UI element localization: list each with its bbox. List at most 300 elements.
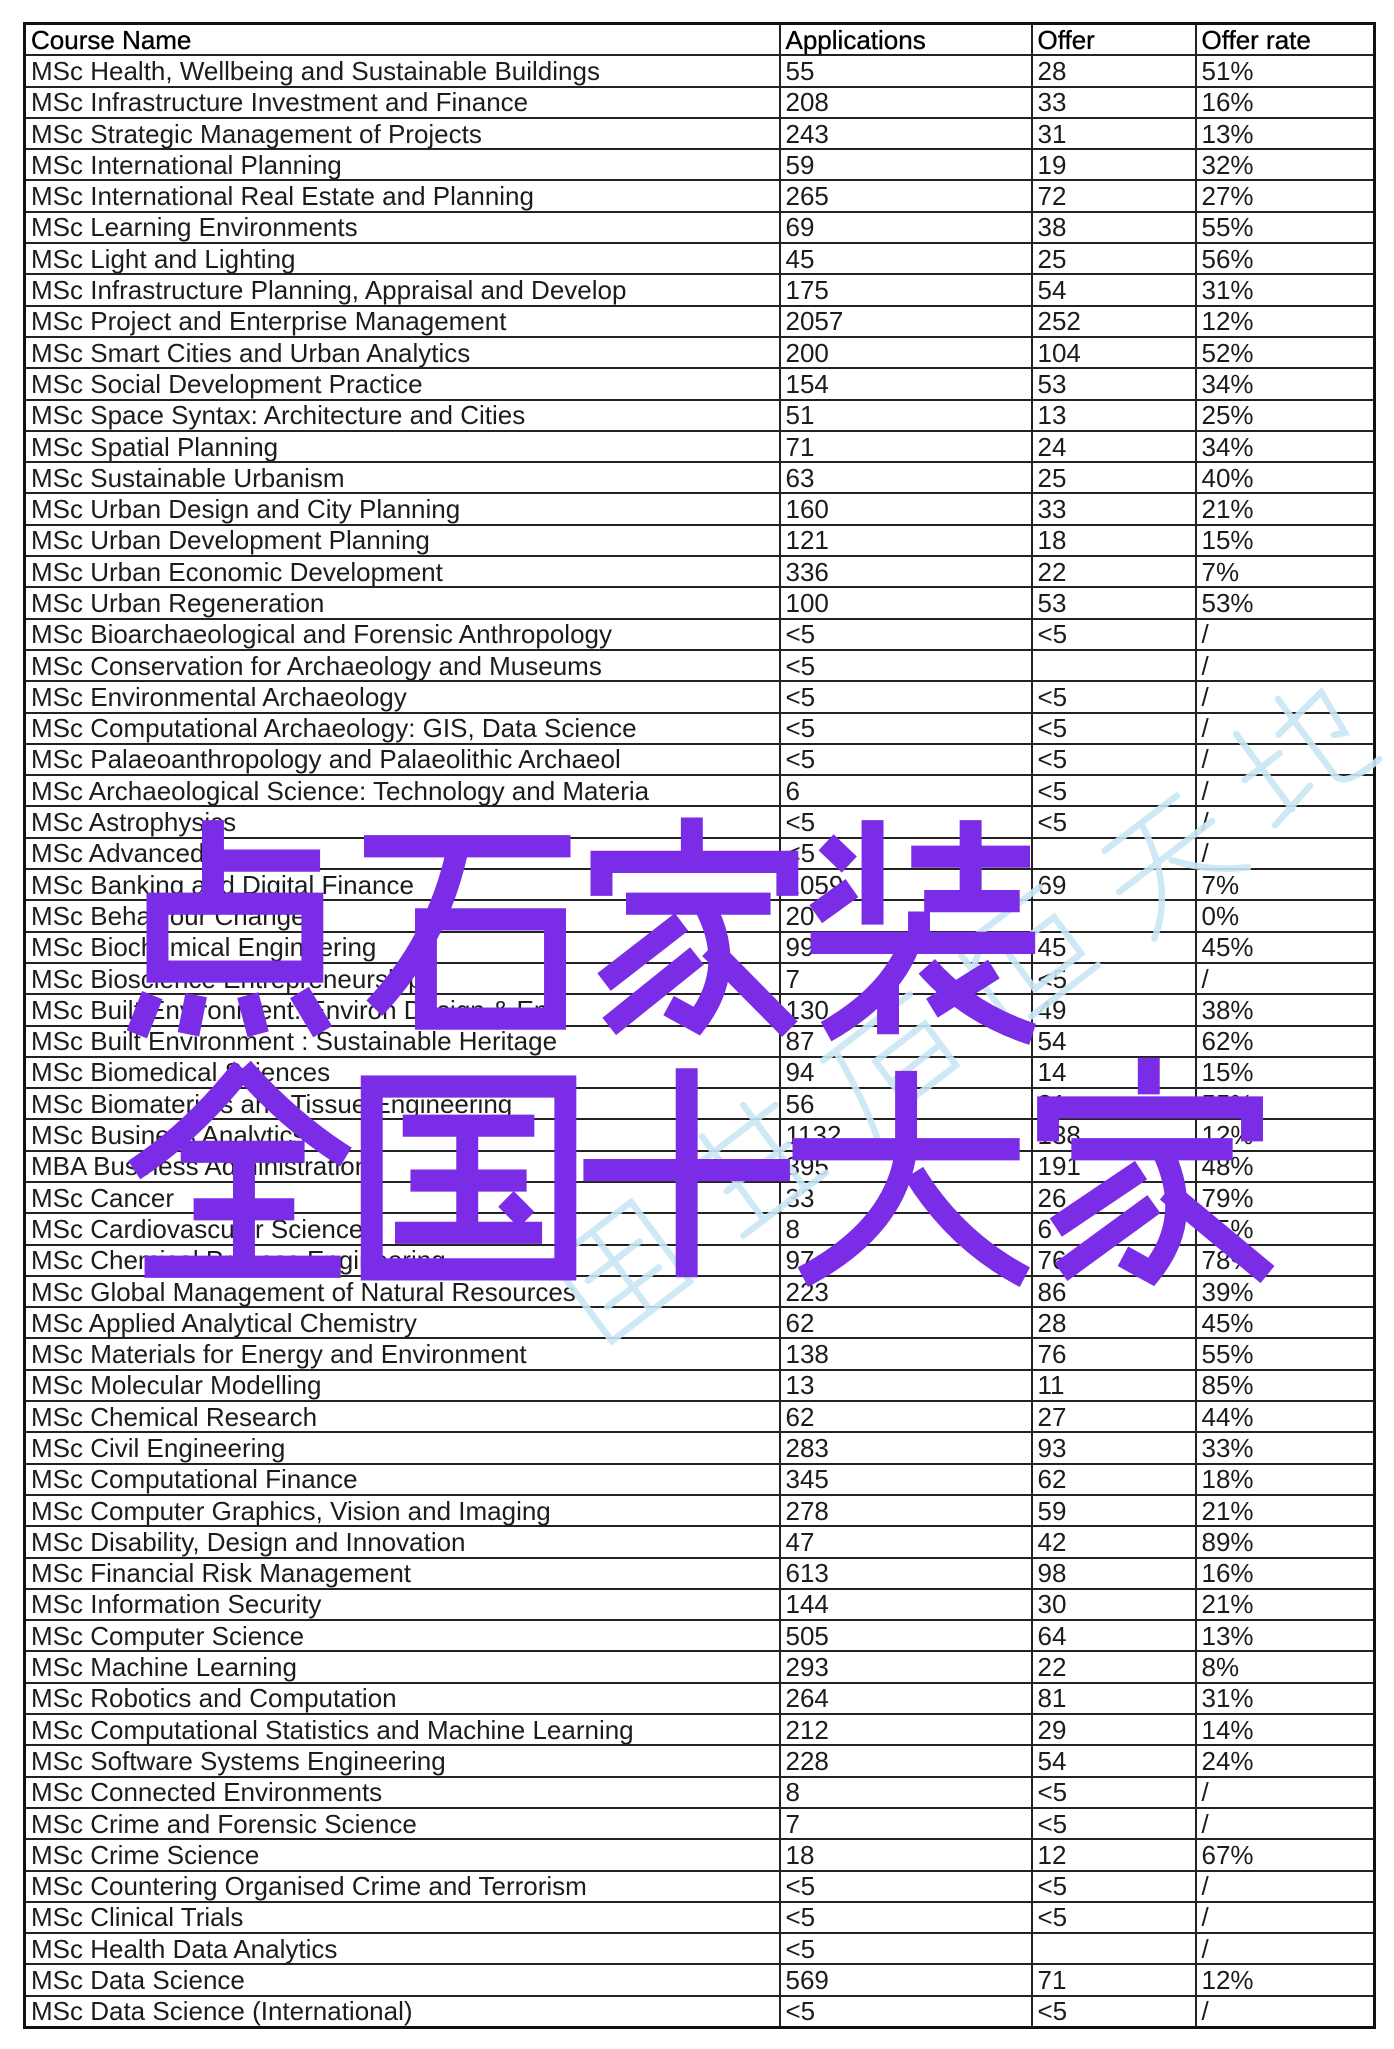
offer-rate-cell: / — [1196, 775, 1375, 806]
course-name-cell: MSc Chemical Research — [25, 1401, 780, 1432]
applications-cell: 395 — [780, 1151, 1032, 1182]
course-name-cell: MSc Crime and Forensic Science — [25, 1808, 780, 1839]
offer-cell: 22 — [1032, 1651, 1196, 1682]
applications-cell: 87 — [780, 1026, 1032, 1057]
table-row — [25, 1620, 1375, 1651]
offer-cell: 76 — [1032, 1245, 1196, 1276]
applications-cell: <5 — [780, 1933, 1032, 1964]
offer-cell: 62 — [1032, 1464, 1196, 1495]
course-name-cell: MSc International Real Estate and Planning — [25, 180, 780, 211]
table-header — [25, 24, 1375, 56]
course-name-cell: MSc Project and Enterprise Management — [25, 306, 780, 337]
offer-cell: 98 — [1032, 1558, 1196, 1589]
offer-cell: 12 — [1032, 1839, 1196, 1870]
course-name-cell: MSc Advanced — [25, 838, 780, 869]
offer-cell: 45 — [1032, 932, 1196, 963]
offer-cell — [1032, 650, 1196, 681]
offer-cell: 31 — [1032, 118, 1196, 149]
offer-cell: <5 — [1032, 744, 1196, 775]
header-course-name: Course Name — [25, 24, 780, 56]
table-row — [25, 368, 1375, 399]
course-name-cell: MSc Health, Wellbeing and Sustainable Buildings — [25, 55, 780, 86]
table-row — [25, 1276, 1375, 1307]
applications-cell: 175 — [780, 274, 1032, 305]
offer-cell: 14 — [1032, 1057, 1196, 1088]
offer-rate-cell: / — [1196, 1808, 1375, 1839]
applications-cell: 56 — [780, 1088, 1032, 1119]
offer-cell: 138 — [1032, 1119, 1196, 1150]
offer-rate-cell: 34% — [1196, 368, 1375, 399]
table-row — [25, 1401, 1375, 1432]
table-row — [25, 1714, 1375, 1745]
course-name-cell: MSc Sustainable Urbanism — [25, 462, 780, 493]
applications-cell: 6 — [780, 775, 1032, 806]
table-row — [25, 744, 1375, 775]
table-row — [25, 337, 1375, 368]
course-name-cell: MSc Infrastructure Investment and Finance — [25, 87, 780, 118]
course-name-cell: MSc Financial Risk Management — [25, 1558, 780, 1589]
course-name-cell: MSc Robotics and Computation — [25, 1683, 780, 1714]
offer-rate-cell: 12% — [1196, 1119, 1375, 1150]
applications-cell: 13 — [780, 1370, 1032, 1401]
offer-cell: 59 — [1032, 1495, 1196, 1526]
offer-cell: 13 — [1032, 400, 1196, 431]
course-name-cell: MSc Health Data Analytics — [25, 1933, 780, 1964]
table-row — [25, 587, 1375, 618]
offer-rate-cell: 40% — [1196, 462, 1375, 493]
table-row — [25, 1902, 1375, 1933]
offer-rate-cell: 13% — [1196, 118, 1375, 149]
course-name-cell: MSc Civil Engineering — [25, 1432, 780, 1463]
offer-cell: <5 — [1032, 619, 1196, 650]
offer-rate-cell: 51% — [1196, 55, 1375, 86]
applications-cell: 212 — [780, 1714, 1032, 1745]
offer-cell: 71 — [1032, 1964, 1196, 1995]
offer-rate-cell: 55% — [1196, 212, 1375, 243]
offer-rate-cell: 12% — [1196, 1964, 1375, 1995]
header-offer-rate: Offer rate — [1196, 24, 1375, 56]
offer-rate-cell: 31% — [1196, 1683, 1375, 1714]
applications-cell: <5 — [780, 1902, 1032, 1933]
table-row — [25, 556, 1375, 587]
offer-rate-cell: 16% — [1196, 1558, 1375, 1589]
offer-cell: 26 — [1032, 1182, 1196, 1213]
offer-cell: 69 — [1032, 869, 1196, 900]
applications-cell: 51 — [780, 400, 1032, 431]
applications-cell: 223 — [780, 1276, 1032, 1307]
table-row — [25, 932, 1375, 963]
course-name-cell: MSc Biochemical Engineering — [25, 932, 780, 963]
offer-rate-cell: / — [1196, 1777, 1375, 1808]
table-row — [25, 274, 1375, 305]
offer-rate-cell: 14% — [1196, 1714, 1375, 1745]
offer-rate-cell: 18% — [1196, 1464, 1375, 1495]
offer-cell: <5 — [1032, 1808, 1196, 1839]
offer-rate-cell: 62% — [1196, 1026, 1375, 1057]
applications-cell: 265 — [780, 180, 1032, 211]
table-row — [25, 87, 1375, 118]
applications-cell: <5 — [780, 1996, 1032, 2028]
table-row — [25, 1182, 1375, 1213]
offer-rate-cell: 31% — [1196, 274, 1375, 305]
applications-cell: 8 — [780, 1213, 1032, 1244]
offer-rate-cell: 12% — [1196, 306, 1375, 337]
offer-cell: <5 — [1032, 775, 1196, 806]
table-row — [25, 1151, 1375, 1182]
table-row — [25, 1026, 1375, 1057]
applications-cell: <5 — [780, 806, 1032, 837]
table-row — [25, 1996, 1375, 2028]
table-row — [25, 180, 1375, 211]
course-name-cell: MSc Urban Design and City Planning — [25, 493, 780, 524]
table-row — [25, 1526, 1375, 1557]
offer-rate-cell: 0% — [1196, 900, 1375, 931]
course-name-cell: MSc Molecular Modelling — [25, 1370, 780, 1401]
course-name-cell: MSc Environmental Archaeology — [25, 681, 780, 712]
course-name-cell: MSc Computational Finance — [25, 1464, 780, 1495]
course-name-cell: MSc Learning Environments — [25, 212, 780, 243]
offer-cell: 25 — [1032, 243, 1196, 274]
offer-rate-cell: 38% — [1196, 994, 1375, 1025]
applications-cell: 2057 — [780, 306, 1032, 337]
offer-cell: 252 — [1032, 306, 1196, 337]
offer-rate-cell: / — [1196, 1902, 1375, 1933]
course-name-cell: MSc Global Management of Natural Resources — [25, 1276, 780, 1307]
applications-cell: <5 — [780, 619, 1032, 650]
offer-cell — [1032, 1933, 1196, 1964]
course-name-cell: MSc Bioarchaeological and Forensic Anthropology — [25, 619, 780, 650]
applications-cell: 121 — [780, 525, 1032, 556]
applications-cell: 130 — [780, 994, 1032, 1025]
offer-cell: 54 — [1032, 1026, 1196, 1057]
course-name-cell: MSc Spatial Planning — [25, 431, 780, 462]
applications-cell: 208 — [780, 87, 1032, 118]
applications-cell: 100 — [780, 587, 1032, 618]
applications-cell: 20 — [780, 900, 1032, 931]
applications-cell: 69 — [780, 212, 1032, 243]
table-row — [25, 149, 1375, 180]
table-row — [25, 431, 1375, 462]
applications-cell: 99 — [780, 932, 1032, 963]
offer-rate-cell: / — [1196, 713, 1375, 744]
table-row — [25, 900, 1375, 931]
offer-cell: 49 — [1032, 994, 1196, 1025]
table-row — [25, 1088, 1375, 1119]
applications-cell: 336 — [780, 556, 1032, 587]
applications-cell: <5 — [780, 1871, 1032, 1902]
offer-rate-cell: / — [1196, 681, 1375, 712]
offer-rate-cell: 33% — [1196, 1432, 1375, 1463]
offer-rate-cell: 15% — [1196, 1057, 1375, 1088]
course-name-cell: MSc Clinical Trials — [25, 1902, 780, 1933]
table-row — [25, 212, 1375, 243]
offer-rate-cell: 27% — [1196, 180, 1375, 211]
offer-rate-cell: 45% — [1196, 932, 1375, 963]
applications-cell: 1132 — [780, 1119, 1032, 1150]
applications-cell: 63 — [780, 462, 1032, 493]
applications-cell: 59 — [780, 149, 1032, 180]
applications-cell: <5 — [780, 838, 1032, 869]
table-row — [25, 1683, 1375, 1714]
course-name-cell: MSc Materials for Energy and Environment — [25, 1338, 780, 1369]
table-row — [25, 1651, 1375, 1682]
course-name-cell: MSc Computer Science — [25, 1620, 780, 1651]
offer-rate-cell: 21% — [1196, 493, 1375, 524]
applications-cell: <5 — [780, 681, 1032, 712]
offer-cell: 54 — [1032, 274, 1196, 305]
course-name-cell: MSc Urban Development Planning — [25, 525, 780, 556]
offer-rate-cell: / — [1196, 1871, 1375, 1902]
offer-cell: 104 — [1032, 337, 1196, 368]
course-name-cell: MSc Disability, Design and Innovation — [25, 1526, 780, 1557]
table-row — [25, 1871, 1375, 1902]
applications-cell: 138 — [780, 1338, 1032, 1369]
applications-cell: 47 — [780, 1526, 1032, 1557]
course-name-cell: MSc Light and Lighting — [25, 243, 780, 274]
offer-rate-cell: 32% — [1196, 149, 1375, 180]
offer-rate-cell: 67% — [1196, 1839, 1375, 1870]
course-name-cell: MSc Built Environment : Sustainable Heritage — [25, 1026, 780, 1057]
offer-cell: 11 — [1032, 1370, 1196, 1401]
table-row — [25, 619, 1375, 650]
offer-cell: <5 — [1032, 713, 1196, 744]
table-row — [25, 869, 1375, 900]
applications-cell: 33 — [780, 1182, 1032, 1213]
offer-rate-cell: / — [1196, 744, 1375, 775]
course-name-cell: MSc Biomedical Sciences — [25, 1057, 780, 1088]
offer-rate-cell: 13% — [1196, 1620, 1375, 1651]
offer-rate-cell: / — [1196, 1996, 1375, 2028]
course-name-cell: MSc Behaviour Change — [25, 900, 780, 931]
offer-cell: 64 — [1032, 1620, 1196, 1651]
course-name-cell: MSc Biomaterials and Tissue Engineering — [25, 1088, 780, 1119]
offer-cell: 72 — [1032, 180, 1196, 211]
offer-cell: 86 — [1032, 1276, 1196, 1307]
offer-rate-cell: 85% — [1196, 1370, 1375, 1401]
offer-cell: 22 — [1032, 556, 1196, 587]
table-row — [25, 1964, 1375, 1995]
course-name-cell: MSc Strategic Management of Projects — [25, 118, 780, 149]
course-name-cell: MSc Cardiovascular Science — [25, 1213, 780, 1244]
offer-cell: 28 — [1032, 1307, 1196, 1338]
table-row — [25, 1119, 1375, 1150]
applications-cell: 97 — [780, 1245, 1032, 1276]
offer-cell: 38 — [1032, 212, 1196, 243]
course-name-cell: MSc Urban Economic Development — [25, 556, 780, 587]
applications-cell: 18 — [780, 1839, 1032, 1870]
offer-cell: 53 — [1032, 368, 1196, 399]
applications-cell: 144 — [780, 1589, 1032, 1620]
table-row — [25, 1432, 1375, 1463]
table-row — [25, 55, 1375, 86]
course-name-cell: MSc Cancer — [25, 1182, 780, 1213]
offer-cell: <5 — [1032, 1777, 1196, 1808]
applications-cell: 55 — [780, 55, 1032, 86]
table-row — [25, 1370, 1375, 1401]
course-name-cell: MSc Bioscience Entrepreneurship — [25, 963, 780, 994]
applications-cell: 94 — [780, 1057, 1032, 1088]
offer-rate-cell: 89% — [1196, 1526, 1375, 1557]
table-row — [25, 525, 1375, 556]
offer-rate-cell: 7% — [1196, 869, 1375, 900]
course-name-cell: MSc Urban Regeneration — [25, 587, 780, 618]
offer-cell: 30 — [1032, 1589, 1196, 1620]
applications-cell: 264 — [780, 1683, 1032, 1714]
offer-rate-cell: 55% — [1196, 1338, 1375, 1369]
table-row — [25, 1589, 1375, 1620]
applications-cell: <5 — [780, 744, 1032, 775]
table-row — [25, 1745, 1375, 1776]
course-name-cell: MSc Banking and Digital Finance — [25, 869, 780, 900]
course-name-cell: MSc Information Security — [25, 1589, 780, 1620]
table-row — [25, 713, 1375, 744]
course-name-cell: MSc Archaeological Science: Technology and Materia — [25, 775, 780, 806]
applications-cell: 293 — [780, 1651, 1032, 1682]
applications-cell: 45 — [780, 243, 1032, 274]
offer-cell: 25 — [1032, 462, 1196, 493]
course-name-cell: MSc Space Syntax: Architecture and Cities — [25, 400, 780, 431]
offer-cell: 29 — [1032, 1714, 1196, 1745]
header-row — [25, 24, 1375, 56]
table-row — [25, 775, 1375, 806]
table-row — [25, 1808, 1375, 1839]
table-row — [25, 1495, 1375, 1526]
applications-cell: 569 — [780, 1964, 1032, 1995]
offer-rate-cell: 75% — [1196, 1213, 1375, 1244]
course-name-cell: MSc Conservation for Archaeology and Museums — [25, 650, 780, 681]
table-row — [25, 994, 1375, 1025]
offer-rate-cell: 45% — [1196, 1307, 1375, 1338]
table-row — [25, 1338, 1375, 1369]
table-row — [25, 462, 1375, 493]
course-name-cell: MSc Data Science — [25, 1964, 780, 1995]
applications-cell: 200 — [780, 337, 1032, 368]
offer-rate-table — [23, 22, 1376, 2029]
offer-cell: 19 — [1032, 149, 1196, 180]
offer-cell: <5 — [1032, 1996, 1196, 2028]
offer-cell: 27 — [1032, 1401, 1196, 1432]
table-row — [25, 650, 1375, 681]
table-row — [25, 838, 1375, 869]
offer-rate-cell: 52% — [1196, 337, 1375, 368]
table-row — [25, 1933, 1375, 1964]
table-row — [25, 1213, 1375, 1244]
applications-cell: 345 — [780, 1464, 1032, 1495]
applications-cell: 7 — [780, 1808, 1032, 1839]
offer-cell: <5 — [1032, 963, 1196, 994]
offer-cell: 191 — [1032, 1151, 1196, 1182]
offer-rate-cell: / — [1196, 650, 1375, 681]
offer-cell: 54 — [1032, 1745, 1196, 1776]
course-name-cell: MSc Software Systems Engineering — [25, 1745, 780, 1776]
course-name-cell: MSc Applied Analytical Chemistry — [25, 1307, 780, 1338]
applications-cell: <5 — [780, 650, 1032, 681]
applications-cell: 505 — [780, 1620, 1032, 1651]
course-name-cell: MSc Astrophysics — [25, 806, 780, 837]
offer-cell: <5 — [1032, 1902, 1196, 1933]
offer-cell: 42 — [1032, 1526, 1196, 1557]
offer-cell: 24 — [1032, 431, 1196, 462]
course-name-cell: MSc Computer Graphics, Vision and Imaging — [25, 1495, 780, 1526]
table-row — [25, 243, 1375, 274]
offer-rate-cell: / — [1196, 963, 1375, 994]
course-name-cell: MSc Data Science (International) — [25, 1996, 780, 2028]
offer-rate-cell: 56% — [1196, 243, 1375, 274]
course-name-cell: MSc International Planning — [25, 149, 780, 180]
applications-cell: 283 — [780, 1432, 1032, 1463]
offer-cell: 33 — [1032, 87, 1196, 118]
course-name-cell: MSc Connected Environments — [25, 1777, 780, 1808]
applications-cell: 243 — [780, 118, 1032, 149]
course-name-cell: MSc Countering Organised Crime and Terrorism — [25, 1871, 780, 1902]
applications-cell: 613 — [780, 1558, 1032, 1589]
applications-cell: 160 — [780, 493, 1032, 524]
offer-cell: <5 — [1032, 681, 1196, 712]
offer-rate-cell: 21% — [1196, 1589, 1375, 1620]
course-name-cell: MSc Built Environment: Environ Design & Eng — [25, 994, 780, 1025]
offer-rate-cell: 44% — [1196, 1401, 1375, 1432]
offer-rate-cell: / — [1196, 1933, 1375, 1964]
offer-cell: 31 — [1032, 1088, 1196, 1119]
applications-cell: 62 — [780, 1307, 1032, 1338]
offer-cell: 76 — [1032, 1338, 1196, 1369]
course-name-cell: MSc Crime Science — [25, 1839, 780, 1870]
applications-cell: 1059 — [780, 869, 1032, 900]
applications-cell: 8 — [780, 1777, 1032, 1808]
offer-cell: 6 — [1032, 1213, 1196, 1244]
table-row — [25, 1839, 1375, 1870]
offer-rate-cell: / — [1196, 838, 1375, 869]
table-row — [25, 493, 1375, 524]
offer-cell — [1032, 900, 1196, 931]
table-row — [25, 1464, 1375, 1495]
offer-rate-cell: 7% — [1196, 556, 1375, 587]
offer-rate-cell: / — [1196, 806, 1375, 837]
offer-rate-cell: 55% — [1196, 1088, 1375, 1119]
offer-rate-cell: 53% — [1196, 587, 1375, 618]
offer-cell: 93 — [1032, 1432, 1196, 1463]
offer-cell — [1032, 838, 1196, 869]
table-row — [25, 118, 1375, 149]
course-name-cell: MSc Business Analytics — [25, 1119, 780, 1150]
header-applications: Applications — [780, 24, 1032, 56]
course-name-cell: MSc Infrastructure Planning, Appraisal and Develop — [25, 274, 780, 305]
offer-cell: 53 — [1032, 587, 1196, 618]
applications-cell: 62 — [780, 1401, 1032, 1432]
offer-rate-cell: 79% — [1196, 1182, 1375, 1213]
offer-rate-cell: 78% — [1196, 1245, 1375, 1276]
offer-cell: 81 — [1032, 1683, 1196, 1714]
applications-cell: <5 — [780, 713, 1032, 744]
course-name-cell: MSc Computational Statistics and Machine Learning — [25, 1714, 780, 1745]
offer-rate-cell: 8% — [1196, 1651, 1375, 1682]
offer-rate-cell: 15% — [1196, 525, 1375, 556]
course-name-cell: MSc Machine Learning — [25, 1651, 780, 1682]
offer-cell: <5 — [1032, 806, 1196, 837]
course-name-cell: MSc Smart Cities and Urban Analytics — [25, 337, 780, 368]
table-row — [25, 963, 1375, 994]
offer-rate-cell: 16% — [1196, 87, 1375, 118]
table-row — [25, 1057, 1375, 1088]
table-row — [25, 1307, 1375, 1338]
course-name-cell: MSc Palaeoanthropology and Palaeolithic Archaeol — [25, 744, 780, 775]
offer-cell: 28 — [1032, 55, 1196, 86]
offer-rate-cell: 24% — [1196, 1745, 1375, 1776]
offer-rate-cell: / — [1196, 619, 1375, 650]
offer-rate-cell: 39% — [1196, 1276, 1375, 1307]
table-row — [25, 1777, 1375, 1808]
applications-cell: 7 — [780, 963, 1032, 994]
